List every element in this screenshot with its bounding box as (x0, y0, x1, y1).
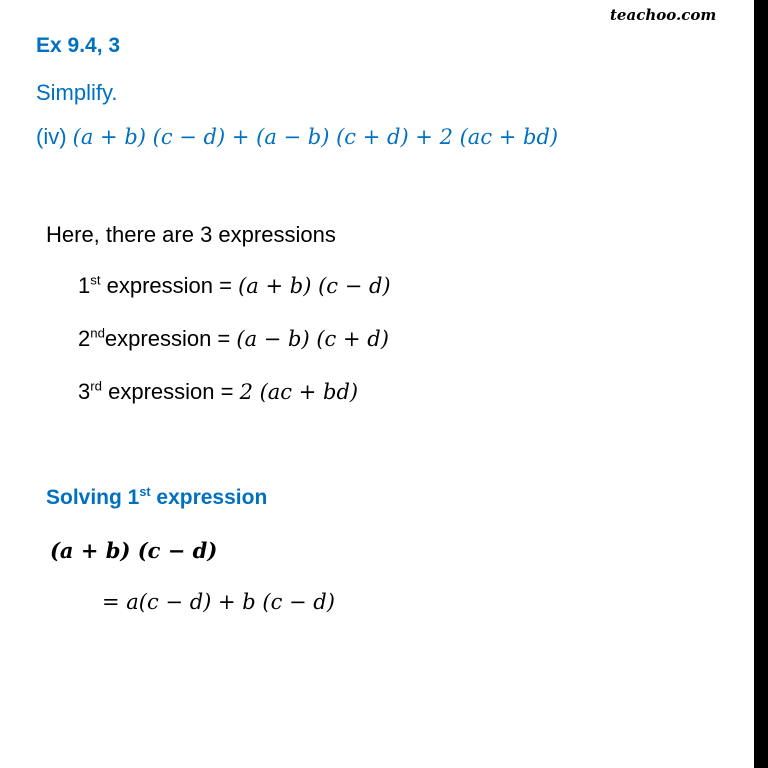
part-label: (iv) (36, 124, 67, 149)
step-expression-text: (a + b) (c − d) (50, 538, 218, 563)
ordinal-suffix: nd (90, 325, 105, 341)
step-expression (50, 538, 217, 563)
solving-heading (46, 486, 267, 510)
ordinal: 2 (78, 326, 91, 351)
expression-label: expression = (101, 379, 240, 404)
expression-label: expression = (104, 326, 237, 351)
ordinal: 3 (78, 379, 91, 404)
ordinal-suffix: st (90, 272, 101, 288)
teachoo-logo: teachoo.com (610, 6, 717, 24)
exercise-title: Ex 9.4, 3 (36, 34, 121, 57)
expression-label: expression = (100, 273, 239, 298)
solving-suffix: st (139, 485, 151, 499)
instruction-text: Simplify. (36, 80, 118, 105)
question-line (36, 124, 558, 150)
expression-value: (a + b) (c − d) (238, 274, 391, 298)
right-edge-bar (754, 0, 768, 768)
ordinal: 1 (78, 273, 91, 298)
expression-row-3 (78, 379, 358, 405)
intro-text: Here, there are 3 expressions (46, 222, 336, 247)
solving-prefix: Solving 1 (46, 486, 140, 509)
expression-row-1 (78, 273, 391, 299)
expression-value: (a − b) (c + d) (236, 327, 389, 351)
expression-row-2 (78, 326, 389, 352)
solving-rest: expression (150, 486, 268, 509)
expression-value: 2 (ac + bd) (239, 380, 359, 404)
ordinal-suffix: rd (90, 378, 102, 394)
question-expression: (a + b) (c − d) + (a − b) (c + d) + 2 (ac + bd) (72, 125, 559, 149)
step-result: = a(c − d) + b (c − d) (102, 590, 335, 614)
